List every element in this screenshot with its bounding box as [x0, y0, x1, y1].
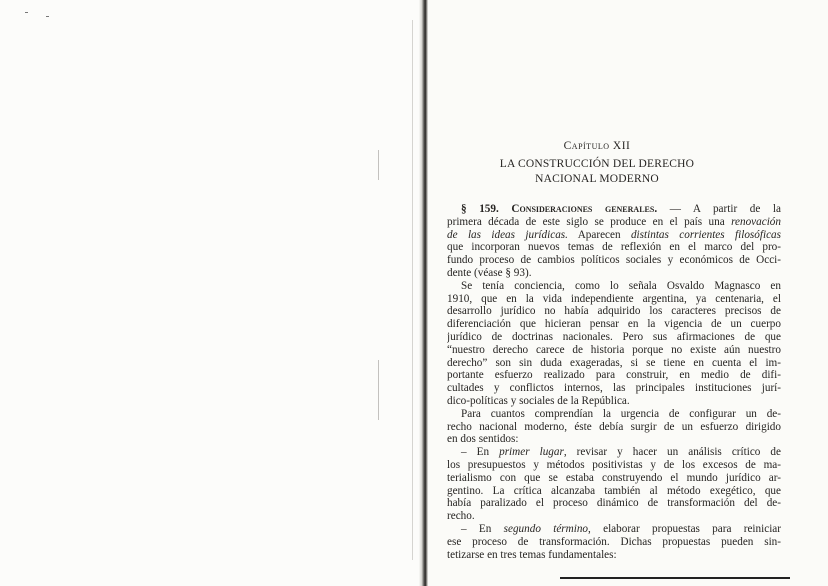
text-line: – En segundo término, elaborar propuestas para reiniciar — [461, 522, 781, 535]
scan-speck — [25, 12, 28, 13]
italic-phrase: primer lugar — [499, 446, 564, 459]
italic-phrase: segundo término — [503, 522, 589, 535]
text-line: dente (véase § 93). — [447, 266, 532, 279]
text-line: recho nacional moderno, éste debía surgir de un esfuerzo dirigido — [447, 420, 781, 433]
book-gutter — [419, 0, 428, 586]
text-line: fundo proceso de cambios políticos sociales y económicos de Occi- — [447, 254, 781, 267]
text-line: había paralizado el proceso dinámico de transformación del de- — [447, 497, 781, 510]
section-lead: — A partir de la — [657, 203, 781, 215]
text-line: cultades y conflictos internos, las principales instituciones jurí- — [447, 382, 781, 395]
text-line: desarrollo jurídico no había adquirido los caracteres precisos de — [447, 305, 781, 318]
text-line: los presupuestos y métodos positivistas y de los excesos de ma- — [447, 458, 781, 471]
left-page-edge-mark — [378, 360, 379, 420]
section-number: § 159. — [461, 203, 499, 215]
text-line: gentino. La crítica alcanzaba también al método exegético, que — [447, 484, 781, 497]
chapter-title — [430, 157, 764, 187]
page-bottom-edge — [560, 577, 790, 579]
chapter-title-line-1: LA CONSTRUCCIÓN DEL DERECHO — [499, 158, 695, 170]
text-line: “nuestro derecho carece de historia porque no existe aún nuestro — [447, 343, 781, 356]
text-line: jurídico de doctrinas nacionales. Pero sus afirmaciones de que — [447, 330, 781, 343]
italic-phrase: distintas corrientes filosóficas — [630, 228, 781, 241]
section-heading-line — [447, 203, 781, 216]
text-line: recho. — [447, 510, 475, 523]
text-line: primera década de este siglo se produce en el país una renovación — [447, 215, 781, 228]
text-line: derecho” son sin duda exageradas, si se tiene en cuenta el im- — [447, 356, 781, 369]
text-line: terialismo con que se estaba construyendo el mundo jurídico ar- — [447, 471, 781, 484]
italic-phrase: renovación — [731, 215, 781, 228]
chapter-label: Capítulo XII — [563, 140, 631, 152]
text-line: ese proceso de transformación. Dichas propuestas pueden sin- — [447, 535, 781, 548]
text-line: diferenciación que hicieran pensar en la vigencia de un cuerpo — [447, 318, 781, 331]
text-line: en dos sentidos: — [447, 433, 519, 446]
scan-speck — [46, 16, 49, 17]
text-line: 1910, que en la vida independiente argentina, ya centenaria, el — [447, 292, 781, 305]
text-line: de las ideas jurídicas. Aparecen distintas corrientes filosóficas — [447, 228, 781, 241]
text-line: portante esfuerzo realizado para construir, en medio de difi- — [447, 369, 781, 382]
left-page-edge-mark — [378, 150, 379, 180]
text-line: tetizarse en tres temas fundamentales: — [447, 548, 617, 561]
text-line: Para cuantos comprendían la urgencia de configurar un de- — [461, 407, 781, 420]
text-line: dico-políticas y sociales de la República. — [447, 394, 630, 407]
text-line: – En primer lugar, revisar y hacer un análisis crítico de — [461, 446, 781, 459]
gutter-shadow-line — [412, 20, 413, 560]
italic-phrase: de las ideas jurídicas. — [447, 228, 568, 241]
text-line: que incorporan nuevos temas de reflexión en el marco del pro- — [447, 241, 781, 254]
body-text — [447, 203, 781, 561]
section-title: Consideraciones generales. — [511, 203, 658, 215]
chapter-title-line-2: NACIONAL MODERNO — [535, 173, 659, 185]
text-line: Se tenía conciencia, como lo señala Osvaldo Magnasco en — [461, 279, 781, 292]
